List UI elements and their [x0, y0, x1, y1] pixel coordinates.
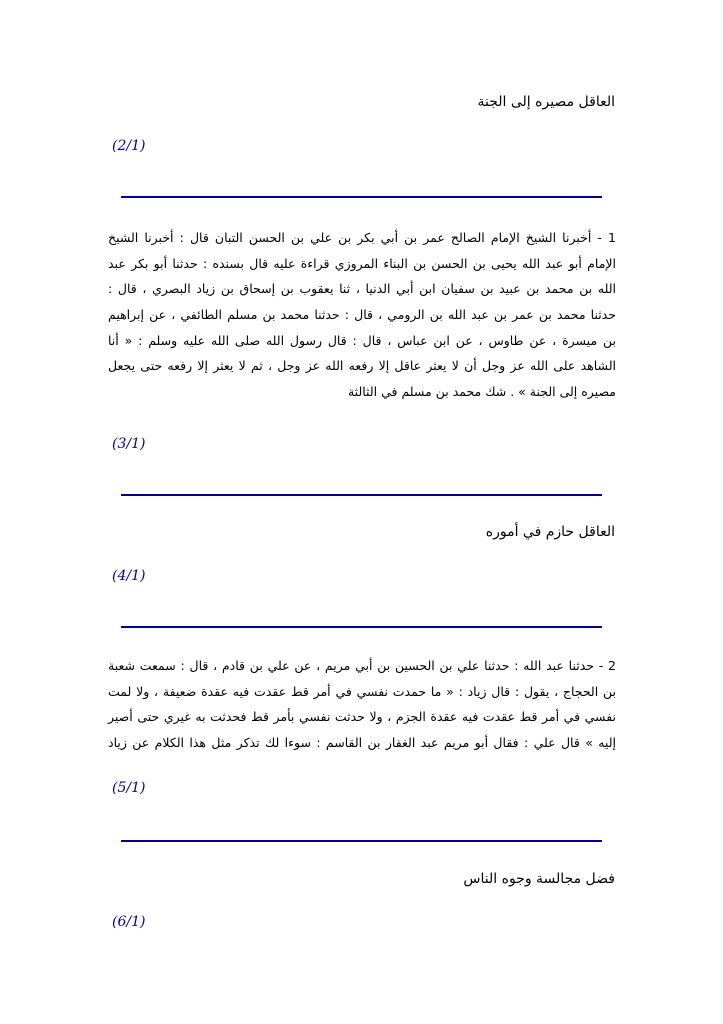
section-heading-3: فضل مجالسة وجوه الناس — [463, 871, 615, 887]
section-divider — [121, 494, 602, 496]
paragraph-line: الإمام أبو عبد الله يحيى بن الحسن بن البناء المروزي قراءة عليه قال بسنده : حدثنا أبو بكر عبد — [108, 255, 616, 271]
page-reference-2: (3/1) — [112, 436, 146, 452]
section-divider — [121, 196, 602, 198]
section-divider — [121, 626, 602, 628]
section-divider — [121, 840, 602, 842]
paragraph-line: 2 - حدثنا عبد الله : حدثنا علي بن الحسين بن أبي مريم ، عن علي بن قادم ، قال : سمعت شعبة — [108, 658, 616, 673]
paragraph-line: نفسي في أمر قط عقدت فيه عقدة الجزم ، ولا حدثت نفسي بأمر قط فحدثت به غيري حتى أصير — [108, 709, 616, 725]
section-heading-1: العاقل مصيره إلى الجنة — [477, 94, 615, 110]
paragraph-line: بن الحجاج ، يقول : قال زياد : « ما حمدت نفسي في أمر قط عقدت فيه عقدة ضعيفة ، ولا لمت — [108, 683, 616, 699]
paragraph-line: بن ميسرة ، عن طاوس ، عن ابن عباس ، قال : قال رسول الله صلى الله عليه وسلم : « أنا — [108, 332, 616, 348]
page-reference-5: (6/1) — [112, 914, 146, 930]
paragraph-line: 1 - أخبرنا الشيخ الإمام الصالح عمر بن أبي بكر بن علي بن الحسن التبان قال : أخبرنا الشيخ — [108, 230, 616, 245]
paragraph-line: إليه » قال علي : فقال أبو مريم عبد الغفار بن القاسم : سوءا لك تذكر مثل هذا الكلام عن زياد — [108, 735, 616, 751]
paragraph-line: الله بن محمد بن عبيد بن سفيان ابن أبي الدنيا ، ثنا يعقوب بن إسحاق بن زياد البصري ، قال : — [108, 281, 616, 297]
paragraph-line: الشاهد على الله عز وجل أن لا يعثر عاقل إلا رفعه الله عز وجل ، ثم لا يعثر إلا رفعه حتى يجعل — [108, 358, 616, 374]
page-reference-1: (2/1) — [112, 138, 146, 154]
hadith-paragraph-2 — [108, 653, 616, 756]
paragraph-line: حدثنا محمد بن عمر بن عبد الله بن الرومي ، قال : حدثنا محمد بن مسلم الطائفي ، عن إبراهيم — [108, 307, 616, 323]
page-reference-3: (4/1) — [112, 568, 146, 584]
section-heading-2: العاقل حازم في أموره — [485, 524, 615, 540]
hadith-paragraph-1 — [108, 225, 616, 405]
page-reference-4: (5/1) — [112, 780, 146, 796]
paragraph-line: مصيره إلى الجنة » . شك محمد بن مسلم في الثالثة — [347, 384, 616, 400]
